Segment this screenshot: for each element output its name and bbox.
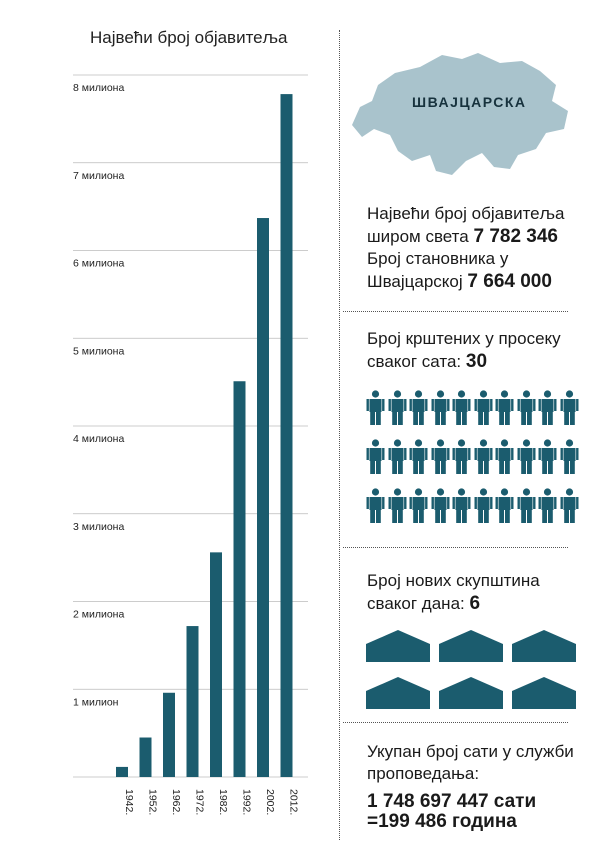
baptized-label: Број крштених у просеку сваког сата: [367,329,561,371]
congregations-value: 6 [469,593,481,614]
x-tick-label: 2012. [287,789,300,816]
y-tick-label: 4 милиона [73,433,125,445]
x-tick-label: 1972. [193,789,206,816]
country-label: ШВАЈЦАРСКА [412,94,527,110]
population-stat [367,248,587,294]
person-icon [538,390,560,431]
person-icon [495,439,517,480]
person-icon [366,488,388,529]
person-icon [431,439,453,480]
person-icon [409,488,431,529]
baptized-stat [367,328,582,374]
person-icon [388,488,410,529]
bar [163,693,175,777]
person-icon [474,439,496,480]
congregation-building-icon [366,677,439,714]
bar [116,767,128,777]
congregation-building-icon [439,630,512,667]
vertical-divider [339,30,340,840]
y-tick-label: 1 милион [73,696,119,709]
x-tick-label: 1992. [240,789,253,816]
person-icon [366,439,388,480]
x-tick-label: 1982. [217,789,229,816]
congregations-stat [367,570,582,616]
baptized-value: 30 [465,351,488,372]
publishers-label: Највећи број објавитеља широм света [367,204,565,246]
person-icon [388,390,410,431]
person-icon [474,488,496,529]
hours-label: Укупан број сати у служби проповедања: [367,742,574,783]
person-icon [388,439,410,480]
divider-3 [343,722,568,723]
person-icon [495,390,517,431]
congregation-building-icon [439,677,512,714]
population-label: Број становника у Швајцарској [367,249,509,291]
bar [140,738,152,777]
bar [257,218,269,777]
publishers-stat [367,203,587,249]
bar [187,626,199,777]
y-tick-label: 7 милиона [73,169,125,182]
bar [210,552,222,777]
person-icon [495,488,517,529]
person-icon [517,439,539,480]
y-tick-label: 2 милиона [73,608,125,621]
switzerland-map [350,45,580,190]
x-tick-label: 1952. [146,789,159,816]
person-icon [409,390,431,431]
switzerland-shape [352,53,568,175]
y-tick-label: 3 милиона [73,520,125,533]
publishers-value: 7 782 346 [473,226,558,247]
years-value: =199 486 година [367,811,517,832]
hours-stat [367,741,587,785]
person-icon [431,488,453,529]
bar [234,381,246,777]
person-icon [538,439,560,480]
x-tick-label: 1962. [170,789,182,816]
hours-value: 1 748 697 447 сати [367,791,537,812]
person-icon [517,488,539,529]
person-icon [431,390,453,431]
congregation-building-icon [512,630,585,667]
congregations-label: Број нових скупштина сваког дана: [367,571,540,613]
congregation-building-icon [512,677,585,714]
population-value: 7 664 000 [467,271,552,292]
x-tick-label: 1942. [123,789,135,816]
person-icon [538,488,560,529]
person-icon [366,390,388,431]
y-tick-label: 8 милиона [73,82,125,94]
divider-1 [343,311,568,312]
congregation-building-icon [366,630,439,667]
person-icon [409,439,431,480]
person-icon [560,439,582,480]
divider-2 [343,547,568,548]
chart-title: Највећи број објавитеља [90,28,288,47]
y-tick-label: 5 милиона [73,345,125,358]
y-tick-label: 6 милиона [73,257,125,270]
person-icon [452,439,474,480]
x-tick-label: 2002. [264,789,276,816]
person-icon [452,488,474,529]
person-icon [474,390,496,431]
person-icon [560,488,582,529]
bar [281,94,293,777]
person-icon [560,390,582,431]
person-icon [517,390,539,431]
person-icon [452,390,474,431]
person-icons-grid [366,390,581,529]
house-icons-grid [366,630,585,714]
